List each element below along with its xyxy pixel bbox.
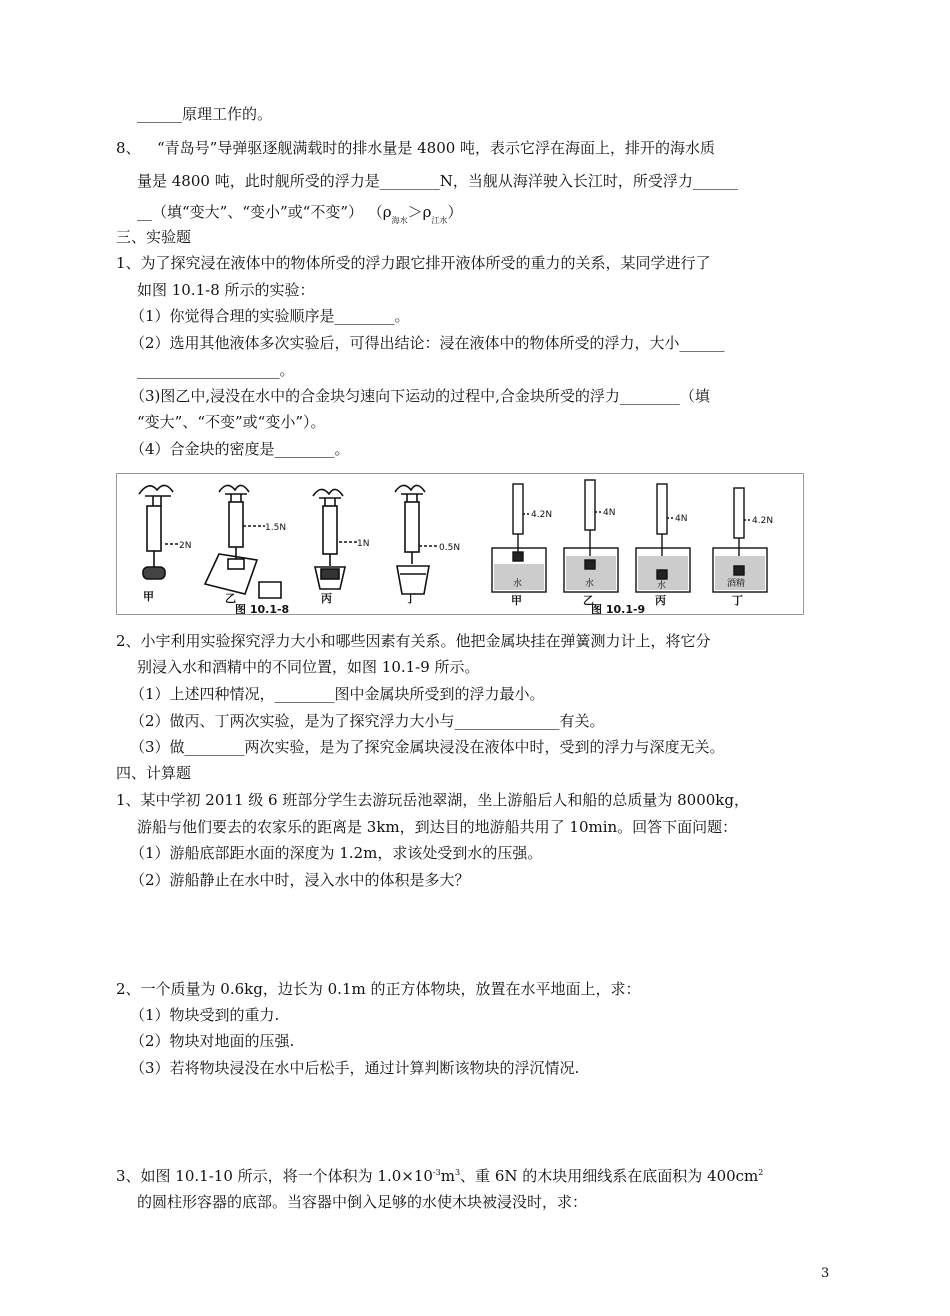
c3-text-a (116, 1165, 763, 1190)
fig8-caption: 图 10.1-8 (235, 603, 290, 615)
fig9-caption: 图 10.1-9 (591, 603, 646, 615)
e1-q1: （1）你觉得合理的实验顺序是________。 (130, 307, 410, 325)
c3-text-b: 的圆柱形容器的底部。当容器中倒入足够的水使木块被浸没时，求： (137, 1193, 588, 1211)
e1-text-b: 如图 10.1-8 所示的实验： (137, 281, 315, 299)
fig9-reading-yi: 4N (603, 508, 616, 518)
fig9-label-yi: 乙 (583, 594, 594, 607)
c1-q2: （2）游船静止在水中时，浸入水中的体积是多大？ (130, 871, 470, 889)
q8-text-c (137, 201, 462, 226)
fig8-reading-ding: 0.5N (439, 543, 461, 553)
c2-q3: （3）若将物块浸没在水中后松手，通过计算判断该物块的浮沉情况. (130, 1059, 580, 1077)
fig8-reading-jia: 2N (179, 541, 192, 551)
e2-q3: （3）做________两次实验，是为了探究金属块浸没在液体中时，受到的浮力与深度无关。 (130, 738, 725, 756)
q8-c2: ＞ρ (407, 203, 432, 221)
e1-q4: （4）合金块的密度是________。 (130, 440, 350, 458)
fig9-reading-bing: 4N (675, 514, 688, 524)
e1-text-a: 1、为了探究浸在液体中的物体所受的浮力跟它排开液体所受的重力的关系，某同学进行了 (116, 254, 711, 272)
fig9-reading-ding: 4.2N (752, 516, 774, 526)
fig9-liquid-jia: 水 (513, 579, 523, 589)
q8-text-b: 量是 4800 吨，此时舰所受的浮力是________N，当舰从海洋驶入长江时，所受浮力______ (137, 172, 738, 190)
fig8-reading-bing: 1N (357, 539, 370, 549)
experiment-figure (116, 473, 804, 615)
e2-q1: （1）上述四种情况，________图中金属块所受到的浮力最小。 (130, 685, 545, 703)
page-number: 3 (821, 1266, 830, 1281)
c2-q2: （2）物块对地面的压强. (130, 1032, 295, 1050)
q8-number: 8、 (116, 139, 141, 157)
e1-q2a: （2）选用其他液体多次实验后，可得出结论：浸在液体中的物体所受的浮力，大小______ (130, 334, 725, 352)
fig9-liquid-ding: 酒精 (727, 579, 746, 589)
e1-q3a: （3)图乙中,浸没在水中的合金块匀速向下运动的过程中,合金块所受的浮力________（填 (130, 387, 710, 405)
fig9-liquid-yi: 水 (585, 579, 595, 589)
fig9-reading-jia: 4.2N (531, 510, 553, 520)
c3-a3: 、重 6N 的木块用细线系在底面积为 400cm (460, 1167, 759, 1185)
c1-text-a: 1、某中学初 2011 级 6 班部分学生去游玩岳池翠湖，坐上游船后人和船的总质量为 8000kg， (116, 791, 749, 809)
c3-a2: m (440, 1167, 455, 1185)
q8-sub-seawater: 海水 (391, 216, 408, 225)
c1-q1: （1）游船底部距水面的深度为 1.2m，求该处受到水的压强。 (130, 844, 543, 862)
q8-c3: ） (447, 203, 463, 221)
c3-sup-cubic: 3 (454, 1168, 461, 1177)
c1-text-b: 游船与他们要去的农家乐的距离是 3km，到达目的地游船共用了 10min。回答下面问题： (137, 818, 738, 836)
fig9-label-jia: 甲 (511, 594, 522, 607)
c3-sup-square: 2 (758, 1168, 764, 1177)
section-4-heading: 四、计算题 (116, 764, 192, 782)
c3-sup-exp: -3 (432, 1168, 441, 1177)
e2-text-a: 2、小宇利用实验探究浮力大小和哪些因素有关系。他把金属块挂在弹簧测力计上，将它分 (116, 632, 711, 650)
fig8-label-ding: 丁 (405, 592, 416, 605)
line-l0: ______原理工作的。 (137, 105, 273, 123)
fig9-label-ding: 丁 (732, 594, 743, 607)
section-3-heading: 三、实验题 (116, 228, 192, 246)
c2-q1: （1）物块受到的重力. (130, 1006, 280, 1024)
e1-q3b: “变大”、“不变”或“变小”）。 (137, 413, 326, 431)
e1-q2b: ___________________。 (137, 361, 295, 379)
q8-text-a: “青岛号”导弹驱逐舰满载时的排水量是 4800 吨，表示它浮在海面上，排开的海水质 (157, 139, 716, 157)
fig8-label-yi: 乙 (225, 592, 236, 605)
e2-text-b: 别浸入水和酒精中的不同位置，如图 10.1-9 所示。 (137, 658, 480, 676)
fig9-liquid-bing: 水 (657, 581, 667, 591)
q8-sub-riverwater: 江水 (431, 216, 448, 225)
c2-text-a: 2、一个质量为 0.6kg，边长为 0.1m 的正方体物块，放置在水平地面上，求： (116, 980, 641, 998)
c3-a1: 3、如图 10.1-10 所示，将一个体积为 1.0×10 (116, 1167, 433, 1185)
q8-c1: __（填“变大”、“变小”或“不变”） （ρ (137, 203, 392, 221)
e2-q2: （2）做丙、丁两次实验，是为了探究浮力大小与______________有关。 (130, 712, 605, 730)
fig8-label-jia: 甲 (143, 590, 154, 603)
fig9-label-bing: 丙 (655, 594, 666, 607)
fig8-label-bing: 丙 (321, 592, 332, 605)
fig8-reading-yi: 1.5N (265, 523, 287, 533)
